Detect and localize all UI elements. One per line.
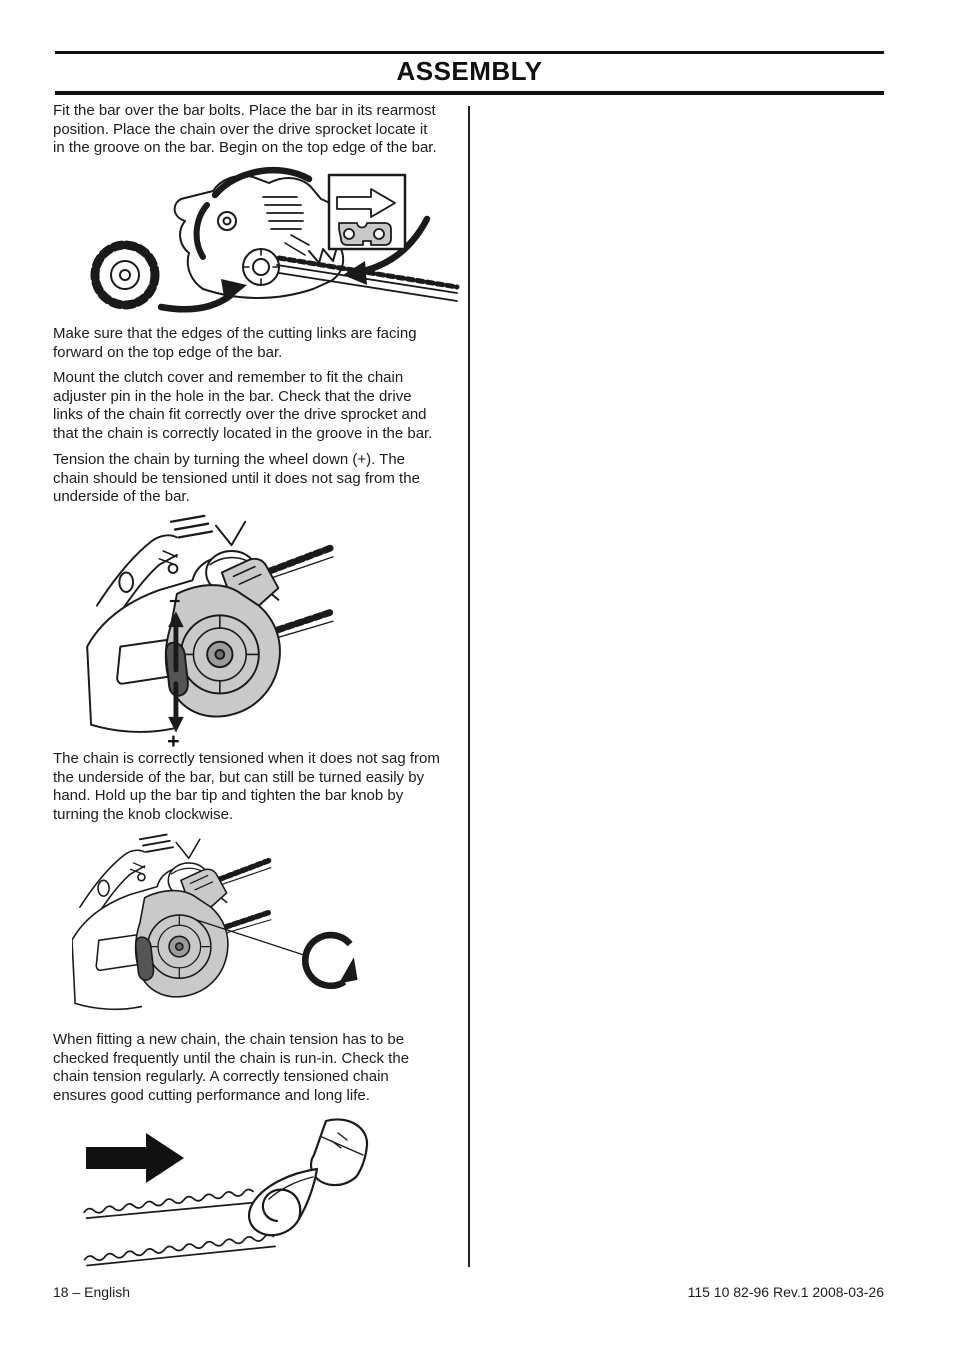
figure-fit-bar-chain [55,163,461,325]
figure-tighten-knob [72,833,382,1028]
plus-label: + [167,729,180,750]
figure-tension-wheel [82,512,344,750]
document-revision: 115 10 82-96 Rev.1 2008-03-26 [687,1284,884,1300]
page-number: 18 – English [53,1284,131,1300]
header-rule-top [55,51,884,54]
cutting-link-inset [329,175,405,249]
paragraph-cutting-links: Make sure that the edges of the cutting links are facing forward on the top edge of the bar. [53,325,417,361]
glove [249,1119,367,1235]
tighten-knob-illustration [72,833,382,1028]
header-rule-bottom [55,91,884,95]
direction-arrow-icon [86,1133,184,1183]
clockwise-arrow-icon [305,935,357,986]
tension-wheel-illustration [82,512,344,750]
page-title: ASSEMBLY [396,56,543,86]
paragraph-correct-tension: The chain is correctly tensioned when it does not sag from the underside of the bar, but can still be turned easily by hand. Hold up the bar tip and tighten the bar knob by turning the knob clockwise. [53,750,440,823]
paragraph-new-chain-checks: When fitting a new chain, the chain tension has to be checked frequently until the chain is run-in. Check the chain tension regularly. A correctly tensioned chain ensures good cutting performance and long life. [53,1031,410,1104]
paragraph-tension-chain: Tension the chain by turning the wheel down (+). The chain should be tensioned until it does not sag from the underside of the bar. [53,451,420,506]
paragraph-fit-bar: Fit the bar over the bar bolts. Place the bar in its rearmost position. Place the chain over the drive sprocket locate it in the groove on the bar. Begin on the top edge of the bar. [53,102,437,157]
column-divider [468,106,470,1267]
fit-bar-chain-illustration [55,163,461,325]
chain-loop [95,245,155,305]
paragraph-mount-clutch-cover: Mount the clutch cover and remember to fit the chain adjuster pin in the hole in the bar. Check that the drive links of the chain fit correctly over the drive sprocket and that the chain is correctly located in the groove in the bar. [53,369,433,442]
figure-hold-bar-tip [70,1113,382,1270]
hold-bar-tip-illustration [70,1113,382,1270]
minus-label: − [169,590,181,613]
